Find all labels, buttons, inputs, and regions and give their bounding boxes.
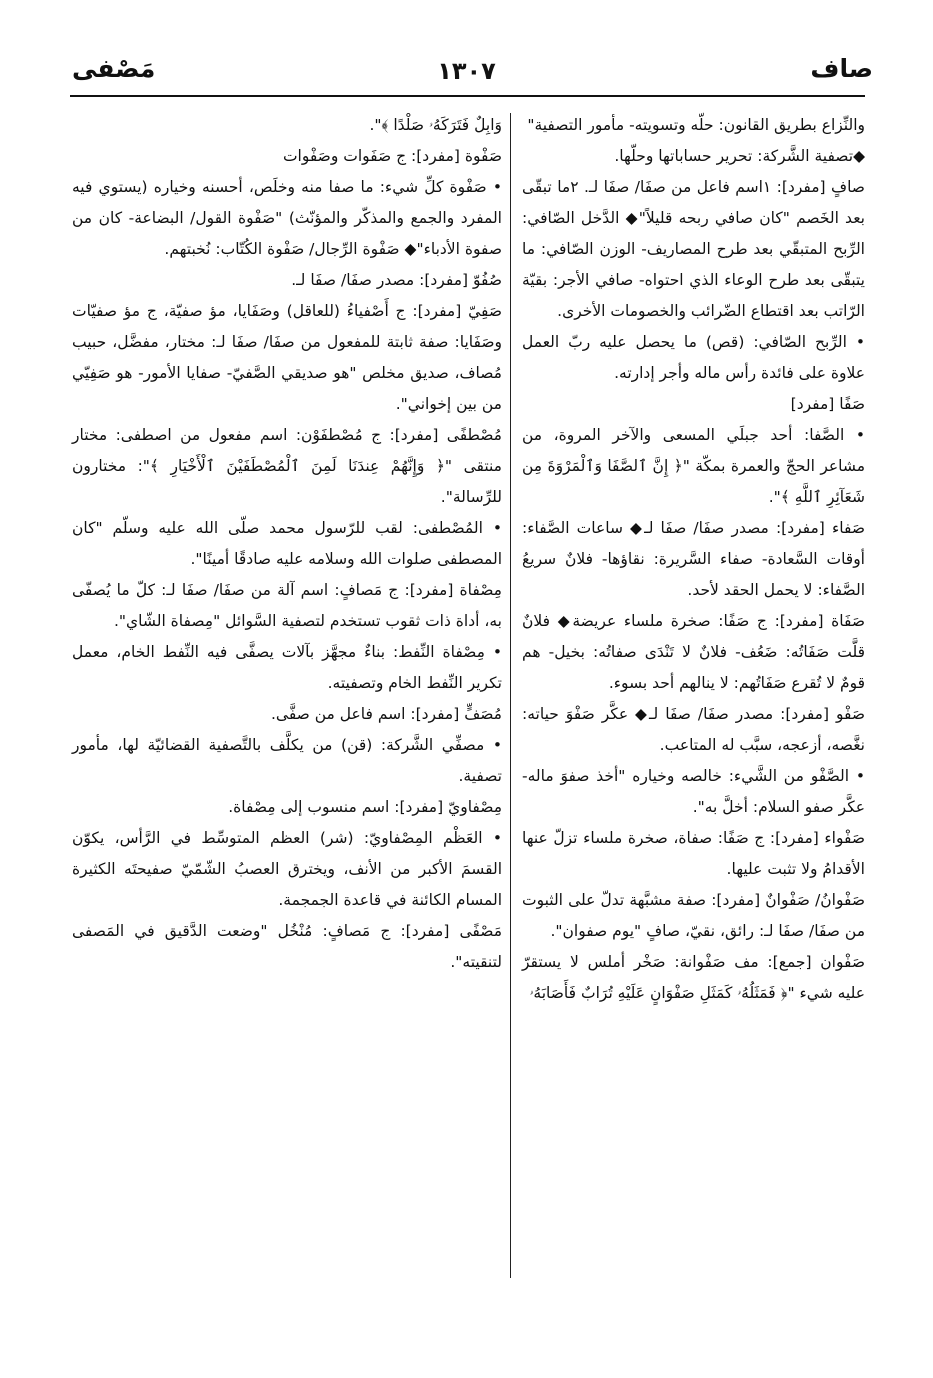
entry-paragraph: مِصْفاة [مفرد]: ج مَصافٍ: اسم آلة من صفَا/ صفَا لـ: كلّ ما يُصفّى به، أداة ذات ثقوب تستخدم لتصفية السَّوائل "مِصفاة الشّاي". [72,581,502,630]
entry-paragraph: صُفُوّ [مفرد]: مصدر صفَا/ صفَا لـ. [291,271,502,289]
entry-paragraph: صَفًا [مفرد] [790,395,865,413]
entry-paragraph: مُصَفٍّ [مفرد]: اسم فاعل من صفَّى. [270,705,502,723]
entry-paragraph: والنِّزاع بطريق القانون: حلّه وتسويته- مأمور التصفية" [527,116,865,134]
entry-paragraph: صَفَاة [مفرد]: ج صَفًا: صخرة ملساء عريضة◆ فلانٌ قلَّت صَفَاتُه: ضَعُف- فلانٌ لا تَنْدَى صفاتُه: بخيل- هم قومٌ لا تُقرع صَفَاتُهم: لا ينالهم أحد بسوء. [522,612,865,692]
entry-paragraph: • الرِّبح الصّافي: (قص) ما يحصل عليه ربّ العمل علاوة على فائدة رأس ماله وأجر إدارته. [522,333,865,382]
column-divider [510,113,511,1278]
entry-paragraph: • الصَّفْو من الشَّيء: خالصه وخياره "أخذ صفوَ ماله- عكَّر صفو السلام: أخلَّ به". [522,767,865,816]
entry-paragraph: مَصْفًى [مفرد]: ج مَصافٍ: مُنْخُل "وضعت الدَّقيق في المَصفى لتنقيته". [72,922,502,971]
page-number: ١٣٠٧ [437,57,496,85]
entry-paragraph: صَفْواء [مفرد]: ج صَفًا: صفاة، صخرة ملساء تزلّ عنها الأقدامُ ولا تثبت عليها. [522,829,865,878]
header-guide-word-right: صاف [810,54,873,83]
entry-paragraph: • الصَّفا: أحد جبلَي المسعى والآخر المروة، من مشاعر الحجّ والعمرة بمكّة "﴿ إِنَّ ٱلصَّفَا وَٱلْمَرْوَةَ مِن شَعَآئِرِ ٱللَّهِ ﴾". [522,426,865,506]
entry-paragraph: وَابِلٌ فَتَرَكَهُۥ صَلْدًا ﴾". [369,116,502,134]
entry-paragraph: صَفْوة [مفرد]: ج صَفَوات وصَفْوات [282,147,502,165]
entry-paragraph: صافٍ [مفرد]: ١اسم فاعل من صفَا/ صفَا لـ. ٢ما تبقّى بعد الخَصم "كان صافي ربحه قليلاً"◆ الدَّخل الصّافي: الرِّبح المتبقّي بعد طرح المصاريف- الوزن الصّافي: ما يتبقّى بعد طرح الوعاء الذي احتواه- صافي الأجر: بقيّة الرّاتب بعد اقتطاع الضّرائب والخصومات الأخرى. [522,178,865,320]
left-column [72,110,502,978]
entry-paragraph: • مصفِّي الشَّركة: (قن) من يكلَّف بالتَّصفية القضائيّة لها، مأمور تصفية. [72,736,502,785]
entry-paragraph: مِصْفاويّ [مفرد]: اسم منسوب إلى مِصْفاة. [228,798,502,816]
header-rule [70,95,865,97]
entry-paragraph: ◆تصفية الشَّركة: تحرير حساباتها وحلّها. [614,147,865,165]
entry-paragraph: • المُصْطفى: لقب للرّسول محمد صلّى الله عليه وسلّم "كان المصطفى صلوات الله وسلامه عليه صادقًا أمينًا". [72,519,502,568]
entry-paragraph: صَفْوان [جمع]: مف صَفْوانة: صَخْر أملس لا يستقرّ عليه شيء "﴿ فَمَثَلُهُۥ كَمَثَلِ صَفْوَانٍ عَلَيْهِ تُرَابٌ فَأَصَابَهُۥ [522,953,865,1002]
entry-paragraph: صَفْوانُ/ صَفْوانٌ [مفرد]: صفة مشبَّهة تدلّ على الثبوت من صفَا/ صفَا لـ: رائق، نقيّ، صافٍ "يوم صفوان". [522,891,865,940]
header-guide-word-left: مَصْفى [72,54,156,83]
right-column [522,110,865,1009]
entry-paragraph: صَفْو [مفرد]: مصدر صفَا/ صفَا لـ◆ عكَّر صَفْوَ حياته: نغَّصه، أزعجه، سبَّب له المتاعب. [522,705,865,754]
entry-paragraph: صَفاء [مفرد]: مصدر صفَا/ صفَا لـ◆ ساعات الصَّفاء: أوقات السَّعادة- صفاء السَّريرة: نقاؤها- فلانٌ سريعُ الصَّفاء: لا يحمل الحقد لأحد. [522,519,865,599]
entry-paragraph: • مِصْفاة النِّفط: بناءٌ مجهَّز بآلات يصفَّى فيه النِّفط الخام، معمل تكرير النِّفط الخام وتصفيته. [72,643,502,692]
entry-paragraph: • صَفْوة كلِّ شيء: ما صفا منه وخلَص، أحسنه وخياره (يستوي فيه المفرد والجمع والمذكّر والمؤنّث) "صَفْوة القول/ البضاعة- كان من صفوة الأدباء"◆ صَفْوة الرِّجال/ صَفْوة الكُتّاب: نُخبتهم. [72,178,502,258]
entry-paragraph: • العَظْم المِصْفاويّ: (شر) العظم المتوسِّط في الرَّأس، يكوّن القسمَ الأكبر من الأنف، ويخترق العصبُ الشّمّيّ صفيحتَه الكثيرة المسام الكائنة في قاعدة الجمجمة. [72,829,502,909]
entry-paragraph: مُصْطفًى [مفرد]: ج مُصْطفَوْن: اسم مفعول من اصطفى: مختار منتقى "﴿ وَإِنَّهُمْ عِندَنَا لَمِنَ ٱلْمُصْطَفَيْنَ ٱلْأَخْيَارِ ﴾": مختارون للرِّسالة". [72,426,502,506]
entry-paragraph: صَفِيّ [مفرد]: ج أَصْفياءُ (للعاقل) وصَفَايا، مؤ صفيّة، ج مؤ صفيّات وصَفَايا: صفة ثابتة للمفعول من صفَا/ صفَا لـ: مختار، مفضَّل، حبيب مُصاف، صديق مخلص "هو صديقي الصَّفيّ- صفايا الأمور- هو صَفِيّي من بين إخواني". [72,302,502,413]
